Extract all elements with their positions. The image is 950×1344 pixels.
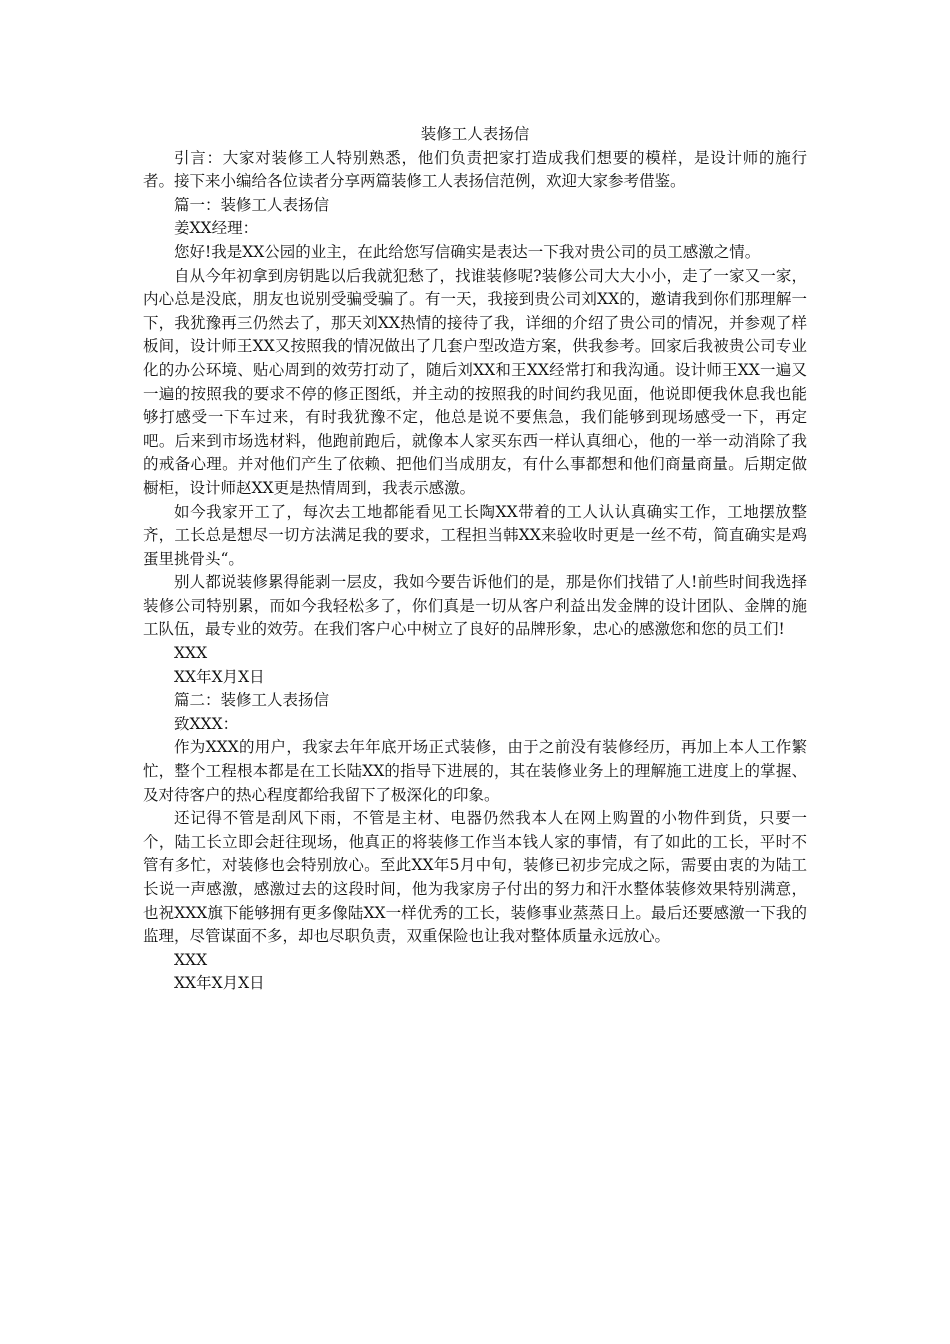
letter-1-signature: XXX (174, 644, 208, 663)
intro-paragraph: 引言：大家对装修工人特别熟悉，他们负责把家打造成我们想要的模样，是设计师的施行者。接下来小编给各位读者分享两篇装修工人表扬信范例，欢迎大家参考借鉴。 (143, 148, 807, 191)
section-heading-2: 篇二：装修工人表扬信 (174, 691, 330, 710)
letter-1-body-paragraph: 如今我家开工了，每次去工地都能看见工长陶XX带着的工人认认真确实工作，工地摆放整齐，工长总是想尽一切方法满足我的要求，工程担当韩XX来验收时更是一丝不苟，简直确实是鸡蛋里挑骨头“。 (143, 502, 807, 568)
letter-2-body-paragraph: 作为XXX的用户，我家去年年底开场正式装修，由于之前没有装修经历，再加上本人工作繁忙，整个工程根本都是在工长陆XX的指导下进展的，其在装修业务上的理解施工进度上的掌握、及对待客户的热心程度都给我留下了极深化的印象。 (143, 738, 807, 804)
letter-2-date: XX年X月X日 (174, 974, 265, 993)
letter-1-date: XX年X月X日 (174, 667, 265, 686)
letter-2-signature: XXX (174, 950, 208, 969)
letter-2-salutation: 致XXX： (174, 714, 239, 733)
letter-1-salutation: 姜XX经理： (174, 219, 259, 238)
letter-2-body-paragraph: 还记得不管是刮风下雨，不管是主材、电器仍然我本人在网上购置的小物件到货，只要一个，陆工长立即会赶往现场，他真正的将装修工作当本钱人家的事情，有了如此的工长，平时不管有多忙，对装修也会特别放心。至此XX年5月中旬，装修已初步完成之际，需要由衷的为陆工长说一声感激，感激过去的这段时间，他为我家房子付出的努力和汗水整体装修效果特别满意，也祝XXX旗下能够拥有更多像陆XX一样优秀的工长，装修事业蒸蒸日上。最后还要感激一下我的监理，尽管谋面不多，却也尽职负责，双重保险也让我对整体质量永远放心。 (143, 809, 807, 946)
document-page (143, 123, 807, 996)
letter-1-greeting: 您好!我是XX公园的业主，在此给您写信确实是表达一下我对贵公司的员工感激之情。 (174, 242, 761, 261)
letter-1-body-paragraph: 自从今年初拿到房钥匙以后我就犯愁了，找谁装修呢?装修公司大大小小，走了一家又一家，内心总是没底，朋友也说别受骗受骗了。有一天，我接到贵公司刘XX的，邀请我到你们那理解一下，我犹豫再三仍然去了，那天刘XX热情的接待了我，详细的介绍了贵公司的情况，并参观了样板间，设计师王XX又按照我的情况做出了几套户型改造方案，供我参考。回家后我被贵公司专业化的办公环境、贴心周到的效劳打动了，随后刘XX和王XX经常打和我沟通。设计师王XX一遍又一遍的按照我的要求不停的修正图纸，并主动的按照我的时间约我见面，他说即便我休息我也能够打感受一下车过来，有时我犹豫不定，他总是说不要焦急，我们能够到现场感受一下，再定吧。后来到市场选材料，他跑前跑后，就像本人家买东西一样认真细心，他的一举一动消除了我的戒备心理。并对他们产生了依赖、把他们当成朋友，有什么事都想和他们商量商量。后期定做橱柜，设计师赵XX更是热情周到，我表示感激。 (143, 266, 807, 497)
letter-1-body-paragraph: 别人都说装修累得能剥一层皮，我如今要告诉他们的是，那是你们找错了人!前些时间我选择装修公司特别累，而如今我轻松多了，你们真是一切从客户利益出发金牌的设计团队、金牌的施工队伍，最专业的效劳。在我们客户心中树立了良好的品牌形象，忠心的感激您和您的员工们! (143, 573, 807, 639)
document-title: 装修工人表扬信 (420, 125, 530, 143)
section-heading-1: 篇一：装修工人表扬信 (174, 195, 330, 214)
